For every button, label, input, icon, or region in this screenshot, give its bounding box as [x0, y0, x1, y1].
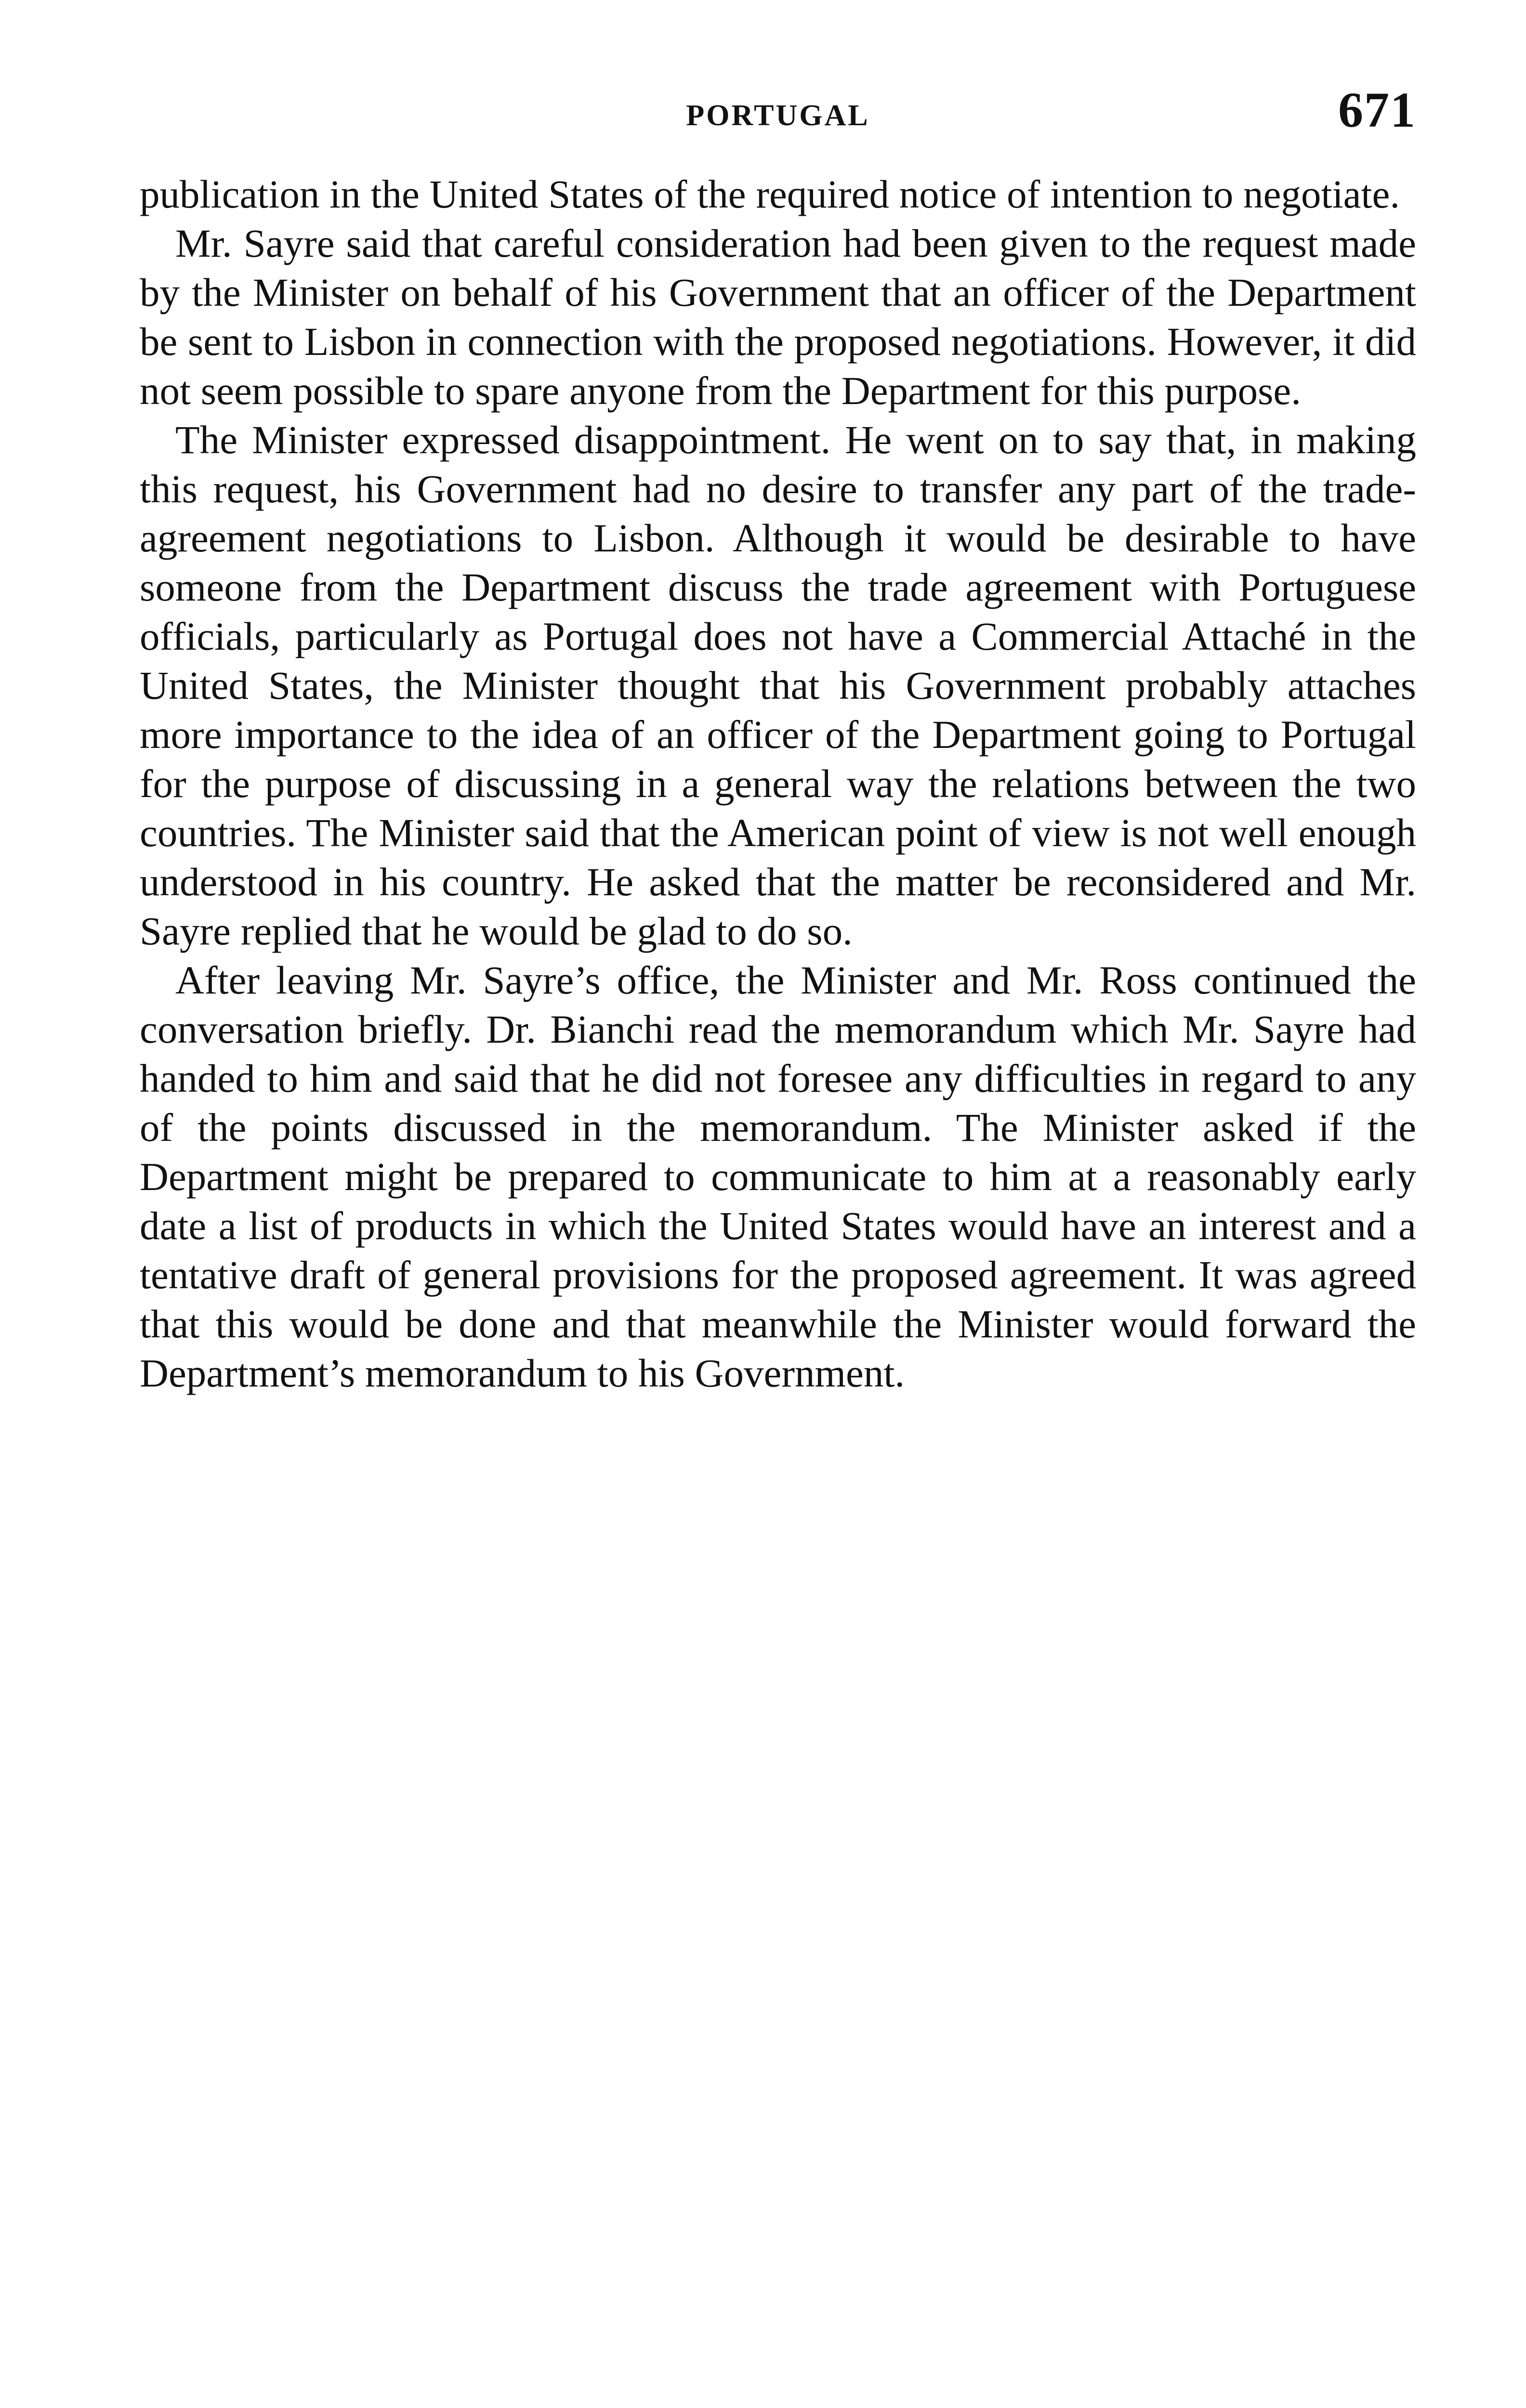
paragraph-after-leaving: After leaving Mr. Sayre’s office, the Minister and Mr. Ross continued the conversation briefly. Dr. Bianchi read the memorandum which Mr. Sayre had handed to him and said that he did not foresee any difficulties in regard to any of the points discussed in the memorandum. The Minister asked if the Department might be prepared to communicate to him at a reasonably early date a list of products in which the United States would have an interest and a tentative draft of general provisions for the proposed agreement. It was agreed that this would be done and that meanwhile the Minister would forward the Department’s memorandum to his Government. [140, 958, 1416, 1395]
paragraph-minister-disappointment: The Minister expressed disappointment. He went on to say that, in making this request, his Government had no desire to transfer any part of the trade-agreement negotiations to Lisbon. Although it would be desirable to have someone from the Department discuss the trade agreement with Portuguese officials, particularly as Portugal does not have a Commercial Attaché in the United States, the Minister thought that his Government probably attaches more importance to the idea of an officer of the Department going to Portugal for the purpose of discussing in a general way the relations between the two countries. The Minister said that the American point of view is not well enough understood in his country. He asked that the matter be reconsidered and Mr. Sayre replied that he would be glad to do so. [140, 418, 1416, 953]
paragraph-continued: publication in the United States of the required notice of intention to negotiate. [140, 172, 1400, 216]
body-text [140, 170, 1416, 1398]
paragraph-sayre-consideration: Mr. Sayre said that careful consideration had been given to the request made by the Minister on behalf of his Government that an officer of the Department be sent to Lisbon in connection with the proposed negotiations. However, it did not seem possible to spare anyone from the Department for this purpose. [140, 221, 1416, 413]
running-header [140, 84, 1416, 152]
page-number: 671 [1338, 82, 1416, 138]
running-title: PORTUGAL [686, 99, 870, 132]
